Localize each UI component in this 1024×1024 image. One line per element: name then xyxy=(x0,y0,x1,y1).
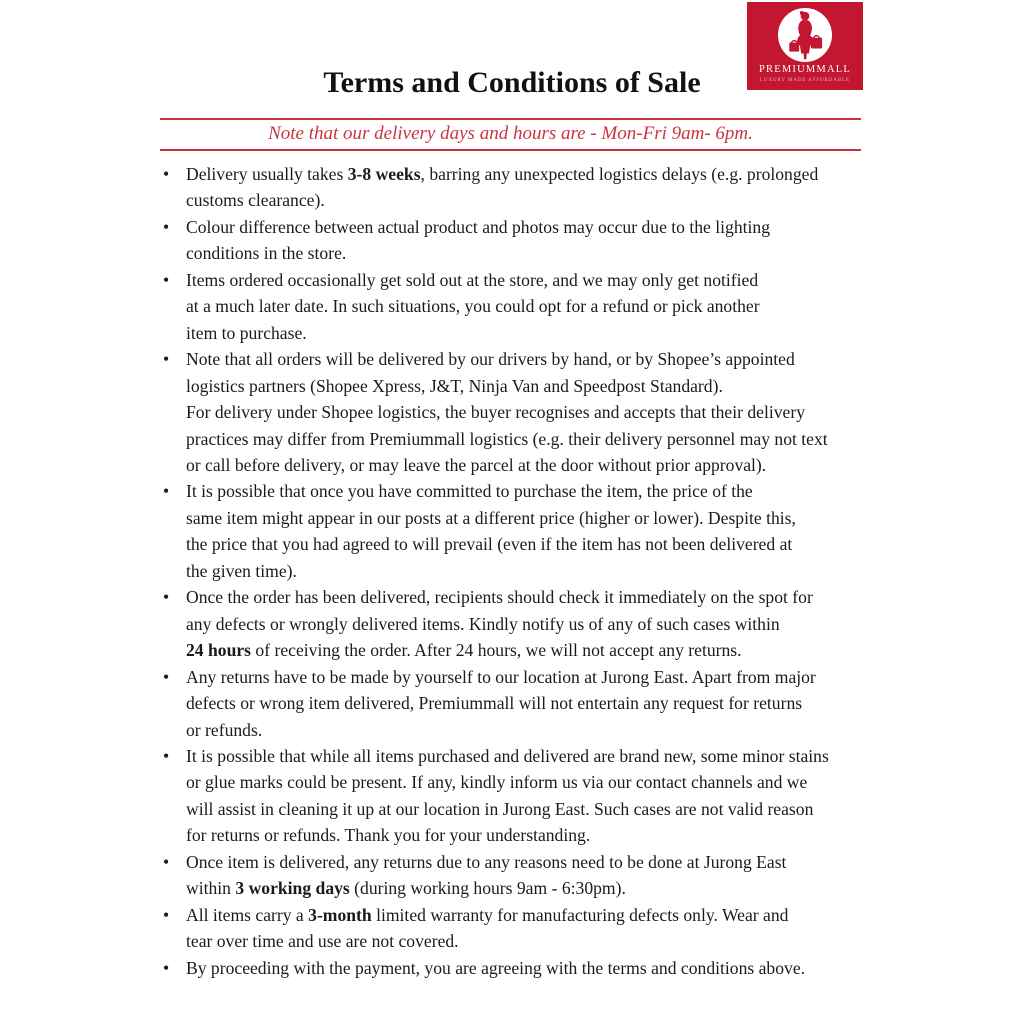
term-item xyxy=(186,478,829,584)
top-divider xyxy=(160,118,861,120)
term-item xyxy=(186,849,829,902)
term-line: For delivery under Shopee logistics, the buyer recognises and accepts that their delivery xyxy=(186,402,806,423)
terms-list xyxy=(186,161,829,981)
term-line: conditions in the store. xyxy=(186,243,347,264)
term-line: 24 hours of receiving the order. After 24 hours, we will not accept any returns. xyxy=(186,640,742,661)
term-line: • Note that all orders will be delivered by our drivers by hand, or by Shopee’s appointed xyxy=(186,349,795,370)
bottom-divider xyxy=(160,149,861,151)
term-line: at a much later date. In such situations, you could opt for a refund or pick another xyxy=(186,296,760,317)
term-line: or call before delivery, or may leave the parcel at the door without prior approval). xyxy=(186,454,767,475)
delivery-note-text: Note that our delivery days and hours are - Mon-Fri 9am- 6pm. xyxy=(268,123,753,144)
logo-tagline-text: LUXURY MADE AFFORDABLE xyxy=(760,78,850,83)
term-line: • Any returns have to be made by yourself to our location at Jurong East. Apart from major xyxy=(186,666,816,687)
page-title: Terms and Conditions of Sale xyxy=(323,66,701,99)
term-item xyxy=(186,955,829,981)
term-line: same item might appear in our posts at a different price (higher or lower). Despite this, xyxy=(186,507,796,528)
term-item xyxy=(186,267,829,346)
term-line: • Once item is delivered, any returns due to any reasons need to be done at Jurong East xyxy=(186,851,787,872)
term-line: practices may differ from Premiummall logistics (e.g. their delivery personnel may not text xyxy=(186,428,828,449)
term-line: will assist in cleaning it up at our location in Jurong East. Such cases are not valid reason xyxy=(186,798,814,819)
term-item xyxy=(186,346,829,478)
term-line: the given time). xyxy=(186,560,297,581)
term-line: • Items ordered occasionally get sold out at the store, and we may only get notified xyxy=(186,269,759,290)
term-line: for returns or refunds. Thank you for your understanding. xyxy=(186,825,591,846)
term-line: tear over time and use are not covered. xyxy=(186,931,459,952)
term-line: • Colour difference between actual product and photos may occur due to the lighting xyxy=(186,216,770,237)
woman-with-shopping-bags-icon xyxy=(778,8,832,62)
term-line: customs clearance). xyxy=(186,190,325,211)
term-item xyxy=(186,664,829,743)
term-line: • Delivery usually takes 3-8 weeks, barring any unexpected logistics delays (e.g. prolonged xyxy=(186,164,819,184)
term-line: any defects or wrongly delivered items. Kindly notify us of any of such cases within xyxy=(186,613,780,634)
term-line: the price that you had agreed to will prevail (even if the item has not been delivered at xyxy=(186,534,793,555)
term-line: within 3 working days (during working hours 9am - 6:30pm). xyxy=(186,878,626,899)
term-line: • It is possible that once you have committed to purchase the item, the price of the xyxy=(186,481,753,502)
term-line: logistics partners (Shopee Xpress, J&T, Ninja Van and Speedpost Standard). xyxy=(186,375,723,396)
term-line: • All items carry a 3-month limited warranty for manufacturing defects only. Wear and xyxy=(186,904,789,925)
logo-brand-text: PREMIUMMALL xyxy=(759,64,851,75)
term-line: or refunds. xyxy=(186,719,263,740)
term-line: • By proceeding with the payment, you are agreeing with the terms and conditions above. xyxy=(186,957,806,978)
term-line: or glue marks could be present. If any, kindly inform us via our contact channels and we xyxy=(186,772,808,793)
term-line: item to purchase. xyxy=(186,322,307,343)
term-line: defects or wrong item delivered, Premiummall will not entertain any request for returns xyxy=(186,693,803,714)
term-item xyxy=(186,214,829,267)
term-item xyxy=(186,584,829,663)
term-item xyxy=(186,902,829,955)
term-line: • It is possible that while all items purchased and delivered are brand new, some minor stains xyxy=(186,745,829,766)
term-line: • Once the order has been delivered, recipients should check it immediately on the spot for xyxy=(186,587,813,608)
term-item xyxy=(186,743,829,849)
term-item xyxy=(186,161,829,214)
